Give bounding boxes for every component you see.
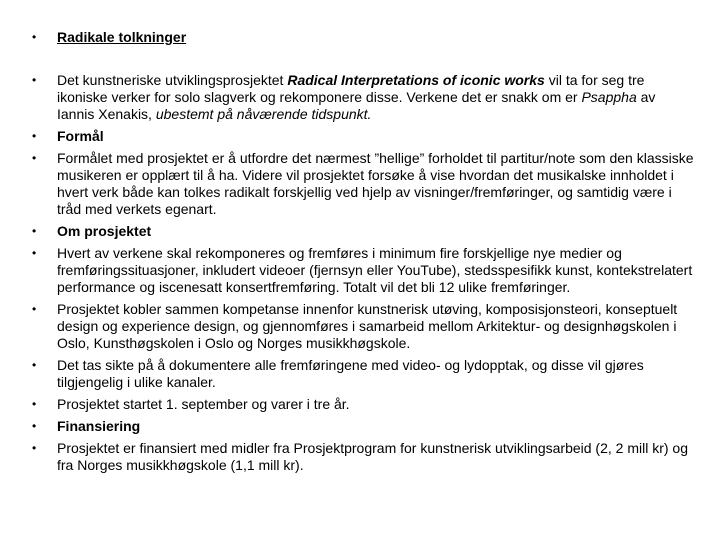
bullet-icon: •	[32, 302, 37, 316]
bullet-icon: •	[32, 30, 37, 44]
bullet-text	[57, 440, 694, 474]
bullet-heading-radikale-tolkninger	[30, 29, 694, 46]
text-run: Om prosjektet	[57, 223, 152, 239]
text-run: ubestemt på nåværende tidspunkt.	[155, 106, 372, 122]
text-run: Det tas sikte på å dokumentere alle fremføringene med video- og lydopptak, og disse vil gjøres tilgjengelig i ulike kanaler.	[57, 357, 644, 390]
bullet-text	[57, 357, 694, 391]
bullet-text	[57, 301, 694, 352]
bullet-finansiering-paragraph	[30, 440, 694, 474]
text-run: Formål	[57, 128, 104, 144]
text-run: Psappha	[581, 89, 637, 105]
bullet-heading-om-prosjektet	[30, 223, 694, 240]
text-run: Prosjektet startet 1. september og varer i tre år.	[57, 396, 350, 412]
bullet-icon: •	[32, 129, 37, 143]
bullet-text	[57, 223, 694, 240]
bullet-icon: •	[32, 419, 37, 433]
text-run: Prosjektet er finansiert med midler fra Prosjektprogram for kunstnerisk utviklingsarbeid (2, 2 mill kr) og fra Norges musikkhøgskole (1,1 mill kr).	[57, 440, 689, 473]
text-run: av Iannis Xenakis,	[57, 89, 656, 122]
bullet-text	[57, 418, 694, 435]
bullet-text	[57, 72, 694, 123]
text-run: Finansiering	[57, 418, 141, 434]
bullet-icon: •	[32, 224, 37, 238]
bullet-text	[57, 29, 694, 46]
bullet-om-prosjektet-paragraph-3	[30, 357, 694, 391]
bullet-heading-finansiering	[30, 418, 694, 435]
bullet-formal-paragraph	[30, 150, 694, 218]
text-run: Radikale tolkninger	[57, 29, 187, 45]
text-run: Prosjektet kobler sammen kompetanse innenfor kunstnerisk utøving, komposisjonsteori, konseptuelt design og experience design, og gjennomføres i samarbeid mellom Arkitektur- og designhøgskolen i Oslo, Kunsthøgskolen i Oslo og Norges musikkhøgskole.	[57, 301, 678, 351]
text-run: Hvert av verkene skal rekomponeres og fremføres i minimum fire forskjellige nye medier og fremføringssituasjoner, inkludert videoer (fjernsyn eller YouTube), stedsspesifikk kunst, kontekstrelatert performance og iscenesatt konsertfremføring. Totalt vil det bli 12 ulike fremføringer.	[57, 245, 693, 295]
text-run: vil ta for seg tre ikoniske verker for solo slagverk og rekomponere disse. Verkene det er snakk om er	[57, 72, 645, 105]
bullet-om-prosjektet-paragraph-1	[30, 245, 694, 296]
bullet-icon: •	[32, 246, 37, 260]
bullet-list	[30, 29, 694, 474]
bullet-om-prosjektet-paragraph-4	[30, 396, 694, 413]
bullet-icon: •	[32, 73, 37, 87]
bullet-icon: •	[32, 151, 37, 165]
bullet-text	[57, 245, 694, 296]
text-run: Formålet med prosjektet er å utfordre det nærmest ”hellige” forholdet til partitur/note som den klassiske musikeren er opplært til å ha. Videre vil prosjektet forsøke å vise hvordan det musikalske innholdet i hvert verk både kan tolkes radikalt forskjellig ved hjelp av visninger/fremføringer, og samtidig være i tråd med verkets egenart.	[57, 150, 694, 217]
bullet-icon: •	[32, 397, 37, 411]
bullet-om-prosjektet-paragraph-2	[30, 301, 694, 352]
bullet-text	[57, 128, 694, 145]
bullet-text	[57, 150, 694, 218]
text-run: Radical Interpretations of iconic works	[287, 72, 545, 88]
bullet-icon: •	[32, 358, 37, 372]
text-run: Det kunstneriske utviklingsprosjektet	[57, 72, 288, 88]
bullet-text	[57, 396, 694, 413]
bullet-heading-formal	[30, 128, 694, 145]
bullet-intro-paragraph	[30, 72, 694, 123]
bullet-icon: •	[32, 441, 37, 455]
